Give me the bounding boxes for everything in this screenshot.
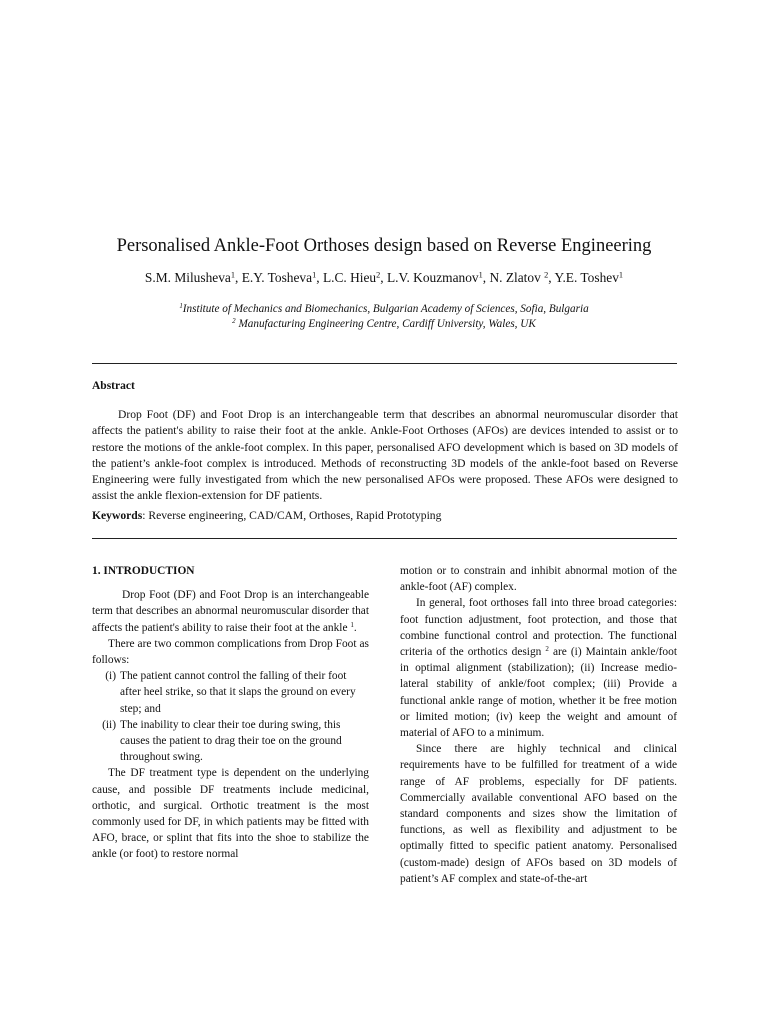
paragraph: Since there are highly technical and clinical requirements have to be fulfilled for treatment of a wide range of AF problems, especially for DF patients. Commercially available conventional AFO based on the standard components and sizes show the limitation of functions, as well as flexibility and adjustment to be optimally fitted to specific patient anatomy. Personalised (custom-made) design of AFOs based on 3D models of patient’s AF complex and state-of-the-art <box>400 743 677 885</box>
affiliation: $^2$ Manufacturing Engineering Centre, Cardiff University, Wales, UK <box>232 317 536 330</box>
keywords-text: : Reverse engineering, CAD/CAM, Orthoses, Rapid Prototyping <box>142 509 442 522</box>
paragraph: motion or to constrain and inhibit abnormal motion of the ankle-foot (AF) complex. <box>400 565 677 594</box>
author: L.V. Kouzmanov$^1$, <box>386 270 490 285</box>
affiliation-list <box>60 302 708 332</box>
right-column <box>400 563 677 887</box>
abstract-heading: Abstract <box>92 380 135 392</box>
keywords-label: Keywords <box>92 509 143 522</box>
author: N. Zlatov $^2$, <box>489 270 555 285</box>
abstract-text: Drop Foot (DF) and Foot Drop is an interchangeable term that describes an abnormal neuromuscular disorder that affects the patient's ability to raise their foot at the ankle. Ankle-Foot Orthoses (AFOs) are devices intended to assist or to restore the motions of the ankle-foot complex. In this paper, personalised AFO development which is based on 3D models of the patient’s ankle-foot complex is introduced. Methods of reconstructing 3D models of the ankle-foot based on Reverse Engineering were fully investigated from which the new personalised AFOs were proposed. These AFOs were designed to assist the ankle flexion-extension for DF patients. <box>92 408 678 503</box>
paper-title: Personalised Ankle-Foot Orthoses design based on Reverse Engineering <box>116 236 652 256</box>
complication-list <box>92 668 369 765</box>
divider <box>92 538 677 539</box>
author: E.Y. Tosheva$^1$, <box>241 270 323 285</box>
divider <box>92 363 677 364</box>
paragraph: In general, foot orthoses fall into three broad categories: foot function adjustment, foot protection, and those that combine functional control and protection. The functional criteria of the orthotics design $^2$ are (i) Maintain ankle/foot in optimal alignment (stabilization); (ii) Increase medio-lateral stability of ankle/foot complex; (iii) Provide a functional ankle range of motion, whether it be free motion or limited motion; (iv) keep the weight and amount of material of AFO to a minimum. <box>400 597 677 740</box>
paragraph: There are two common complications from Drop Foot as follows: <box>92 637 369 667</box>
author: S.M. Milusheva$^1$, <box>144 270 242 285</box>
author: L.C. Hieu$^2$, <box>322 270 387 285</box>
author: Y.E. Toshev$^1$ <box>554 270 624 285</box>
list-item: (ii) The inability to clear their toe during swing, this causes the patient to drag their toe on the ground throughout swing. <box>102 718 342 764</box>
paragraph: Drop Foot (DF) and Foot Drop is an interchangeable term that describes an abnormal neuromuscular disorder that affects the patient's ability to raise their foot at the ankle $^1$. <box>92 589 369 634</box>
section-heading: 1. INTRODUCTION <box>92 565 195 577</box>
affiliation: $^1$Institute of Mechanics and Biomechanics, Bulgarian Academy of Sciences, Sofia, Bulgaria <box>179 302 589 315</box>
paragraph: The DF treatment type is dependent on the underlying cause, and possible DF treatments include medicinal, orthotic, and surgical. Orthotic treatment is the most commonly used for DF, in which patients may be fitted with AFO, brace, or splint that fits into the shoe to stabilize the ankle (or foot) to restore normal <box>92 767 369 861</box>
list-item: (i) The patient cannot control the falling of their foot after heel strike, so that it slaps the ground on every step; and <box>105 670 356 715</box>
left-column <box>92 563 369 863</box>
keywords <box>92 508 678 524</box>
author-list <box>40 268 728 288</box>
